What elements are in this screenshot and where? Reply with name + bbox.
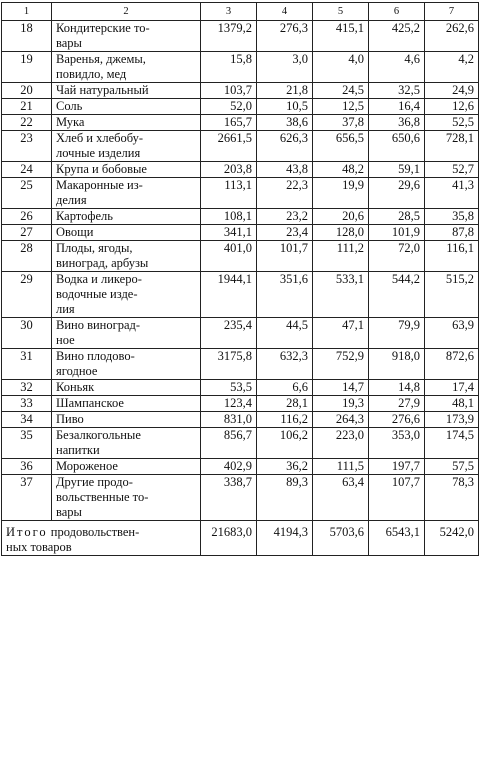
- value-cell: 3175,8: [201, 349, 257, 380]
- product-name-cell: Коньяк: [52, 380, 201, 396]
- value-cell: 276,3: [257, 21, 313, 52]
- value-cell: 37,8: [313, 115, 369, 131]
- value-cell: 872,6: [425, 349, 479, 380]
- row-number-cell: 35: [2, 428, 52, 459]
- table-row: [2, 396, 479, 412]
- total-cell: 5242,0: [425, 521, 479, 556]
- value-cell: 24,9: [425, 83, 479, 99]
- value-cell: 338,7: [201, 475, 257, 521]
- data-table: [1, 2, 479, 556]
- value-cell: 19,9: [313, 178, 369, 209]
- total-label-spaced: Итого: [6, 525, 48, 539]
- value-cell: 515,2: [425, 272, 479, 318]
- value-cell: 353,0: [369, 428, 425, 459]
- value-cell: 650,6: [369, 131, 425, 162]
- value-cell: 111,2: [313, 241, 369, 272]
- value-cell: 14,7: [313, 380, 369, 396]
- row-number-cell: 33: [2, 396, 52, 412]
- table-row: [2, 115, 479, 131]
- value-cell: 48,2: [313, 162, 369, 178]
- value-cell: 15,8: [201, 52, 257, 83]
- row-number-cell: 34: [2, 412, 52, 428]
- value-cell: 123,4: [201, 396, 257, 412]
- table-row: [2, 380, 479, 396]
- value-cell: 197,7: [369, 459, 425, 475]
- value-cell: 27,9: [369, 396, 425, 412]
- value-cell: 3,0: [257, 52, 313, 83]
- product-name-cell: Чай натуральный: [52, 83, 201, 99]
- table-row: [2, 475, 479, 521]
- value-cell: 44,5: [257, 318, 313, 349]
- value-cell: 116,2: [257, 412, 313, 428]
- value-cell: 72,0: [369, 241, 425, 272]
- table-row: [2, 162, 479, 178]
- product-name-cell: Мороженое: [52, 459, 201, 475]
- product-name-cell: Плоды, ягоды, виноград, арбузы: [52, 241, 201, 272]
- row-number-cell: 18: [2, 21, 52, 52]
- value-cell: 19,3: [313, 396, 369, 412]
- value-cell: 20,6: [313, 209, 369, 225]
- value-cell: 856,7: [201, 428, 257, 459]
- product-name-cell: Водка и ликеро- водочные изде- лия: [52, 272, 201, 318]
- header-cell-4: 4: [257, 3, 313, 21]
- row-number-cell: 19: [2, 52, 52, 83]
- value-cell: 101,9: [369, 225, 425, 241]
- value-cell: 174,5: [425, 428, 479, 459]
- table-row: [2, 318, 479, 349]
- value-cell: 41,3: [425, 178, 479, 209]
- value-cell: 831,0: [201, 412, 257, 428]
- value-cell: 401,0: [201, 241, 257, 272]
- value-cell: 116,1: [425, 241, 479, 272]
- value-cell: 6,6: [257, 380, 313, 396]
- value-cell: 264,3: [313, 412, 369, 428]
- product-name-cell: Мука: [52, 115, 201, 131]
- value-cell: 12,5: [313, 99, 369, 115]
- product-name-cell: Вино плодово- ягодное: [52, 349, 201, 380]
- value-cell: 22,3: [257, 178, 313, 209]
- value-cell: 36,2: [257, 459, 313, 475]
- value-cell: 752,9: [313, 349, 369, 380]
- value-cell: 351,6: [257, 272, 313, 318]
- value-cell: 108,1: [201, 209, 257, 225]
- value-cell: 63,4: [313, 475, 369, 521]
- product-name-cell: Картофель: [52, 209, 201, 225]
- row-number-cell: 36: [2, 459, 52, 475]
- value-cell: 1944,1: [201, 272, 257, 318]
- product-name-cell: Соль: [52, 99, 201, 115]
- total-label: [2, 521, 201, 556]
- row-number-cell: 32: [2, 380, 52, 396]
- product-name-cell: Другие продо- вольственные то- вары: [52, 475, 201, 521]
- row-number-cell: 27: [2, 225, 52, 241]
- value-cell: 57,5: [425, 459, 479, 475]
- value-cell: 235,4: [201, 318, 257, 349]
- value-cell: 53,5: [201, 380, 257, 396]
- value-cell: 78,3: [425, 475, 479, 521]
- table-row: [2, 209, 479, 225]
- value-cell: 402,9: [201, 459, 257, 475]
- total-label-rest: продовольствен- ных товаров: [6, 525, 140, 554]
- value-cell: 14,8: [369, 380, 425, 396]
- value-cell: 48,1: [425, 396, 479, 412]
- total-cell: 4194,3: [257, 521, 313, 556]
- value-cell: 341,1: [201, 225, 257, 241]
- row-number-cell: 29: [2, 272, 52, 318]
- value-cell: 2661,5: [201, 131, 257, 162]
- value-cell: 79,9: [369, 318, 425, 349]
- value-cell: 10,5: [257, 99, 313, 115]
- value-cell: 165,7: [201, 115, 257, 131]
- value-cell: 262,6: [425, 21, 479, 52]
- value-cell: 89,3: [257, 475, 313, 521]
- row-number-cell: 24: [2, 162, 52, 178]
- value-cell: 52,5: [425, 115, 479, 131]
- value-cell: 203,8: [201, 162, 257, 178]
- row-number-cell: 37: [2, 475, 52, 521]
- product-name-cell: Овощи: [52, 225, 201, 241]
- total-cell: 6543,1: [369, 521, 425, 556]
- table-row: [2, 131, 479, 162]
- value-cell: 63,9: [425, 318, 479, 349]
- total-cell: 21683,0: [201, 521, 257, 556]
- value-cell: 23,4: [257, 225, 313, 241]
- value-cell: 415,1: [313, 21, 369, 52]
- value-cell: 21,8: [257, 83, 313, 99]
- value-cell: 173,9: [425, 412, 479, 428]
- row-number-cell: 31: [2, 349, 52, 380]
- header-cell-6: 6: [369, 3, 425, 21]
- value-cell: 43,8: [257, 162, 313, 178]
- value-cell: 632,3: [257, 349, 313, 380]
- table-row: [2, 225, 479, 241]
- value-cell: 59,1: [369, 162, 425, 178]
- value-cell: 36,8: [369, 115, 425, 131]
- row-number-cell: 23: [2, 131, 52, 162]
- value-cell: 918,0: [369, 349, 425, 380]
- value-cell: 103,7: [201, 83, 257, 99]
- value-cell: 17,4: [425, 380, 479, 396]
- table-row: [2, 241, 479, 272]
- value-cell: 107,7: [369, 475, 425, 521]
- total-cell: 5703,6: [313, 521, 369, 556]
- table-row: [2, 83, 479, 99]
- row-number-cell: 20: [2, 83, 52, 99]
- product-name-cell: Крупа и бобовые: [52, 162, 201, 178]
- table-row: [2, 52, 479, 83]
- value-cell: 113,1: [201, 178, 257, 209]
- product-name-cell: Вино виноград- ное: [52, 318, 201, 349]
- value-cell: 29,6: [369, 178, 425, 209]
- total-row: [2, 521, 479, 556]
- value-cell: 728,1: [425, 131, 479, 162]
- value-cell: 626,3: [257, 131, 313, 162]
- table-row: [2, 178, 479, 209]
- row-number-cell: 26: [2, 209, 52, 225]
- row-number-cell: 21: [2, 99, 52, 115]
- value-cell: 4,2: [425, 52, 479, 83]
- value-cell: 16,4: [369, 99, 425, 115]
- product-name-cell: Варенья, джемы, повидло, мед: [52, 52, 201, 83]
- row-number-cell: 30: [2, 318, 52, 349]
- value-cell: 276,6: [369, 412, 425, 428]
- value-cell: 52,7: [425, 162, 479, 178]
- value-cell: 24,5: [313, 83, 369, 99]
- value-cell: 32,5: [369, 83, 425, 99]
- table-body: [2, 21, 479, 521]
- value-cell: 223,0: [313, 428, 369, 459]
- value-cell: 28,5: [369, 209, 425, 225]
- header-cell-1: 1: [2, 3, 52, 21]
- product-name-cell: Безалкогольные напитки: [52, 428, 201, 459]
- value-cell: 111,5: [313, 459, 369, 475]
- table-row: [2, 412, 479, 428]
- product-name-cell: Кондитерские то- вары: [52, 21, 201, 52]
- product-name-cell: Хлеб и хлебобу- лочные изделия: [52, 131, 201, 162]
- value-cell: 1379,2: [201, 21, 257, 52]
- value-cell: 12,6: [425, 99, 479, 115]
- header-cell-5: 5: [313, 3, 369, 21]
- header-row: [2, 3, 479, 21]
- product-name-cell: Пиво: [52, 412, 201, 428]
- value-cell: 47,1: [313, 318, 369, 349]
- value-cell: 101,7: [257, 241, 313, 272]
- table-row: [2, 21, 479, 52]
- table-row: [2, 349, 479, 380]
- row-number-cell: 28: [2, 241, 52, 272]
- value-cell: 533,1: [313, 272, 369, 318]
- value-cell: 4,6: [369, 52, 425, 83]
- header-cell-3: 3: [201, 3, 257, 21]
- value-cell: 23,2: [257, 209, 313, 225]
- value-cell: 38,6: [257, 115, 313, 131]
- table-row: [2, 428, 479, 459]
- table-row: [2, 272, 479, 318]
- value-cell: 106,2: [257, 428, 313, 459]
- value-cell: 52,0: [201, 99, 257, 115]
- value-cell: 35,8: [425, 209, 479, 225]
- row-number-cell: 25: [2, 178, 52, 209]
- table-row: [2, 459, 479, 475]
- value-cell: 128,0: [313, 225, 369, 241]
- value-cell: 28,1: [257, 396, 313, 412]
- row-number-cell: 22: [2, 115, 52, 131]
- value-cell: 656,5: [313, 131, 369, 162]
- header-cell-7: 7: [425, 3, 479, 21]
- value-cell: 425,2: [369, 21, 425, 52]
- product-name-cell: Шампанское: [52, 396, 201, 412]
- value-cell: 544,2: [369, 272, 425, 318]
- product-name-cell: Макаронные из- делия: [52, 178, 201, 209]
- table-row: [2, 99, 479, 115]
- value-cell: 87,8: [425, 225, 479, 241]
- value-cell: 4,0: [313, 52, 369, 83]
- header-cell-2: 2: [52, 3, 201, 21]
